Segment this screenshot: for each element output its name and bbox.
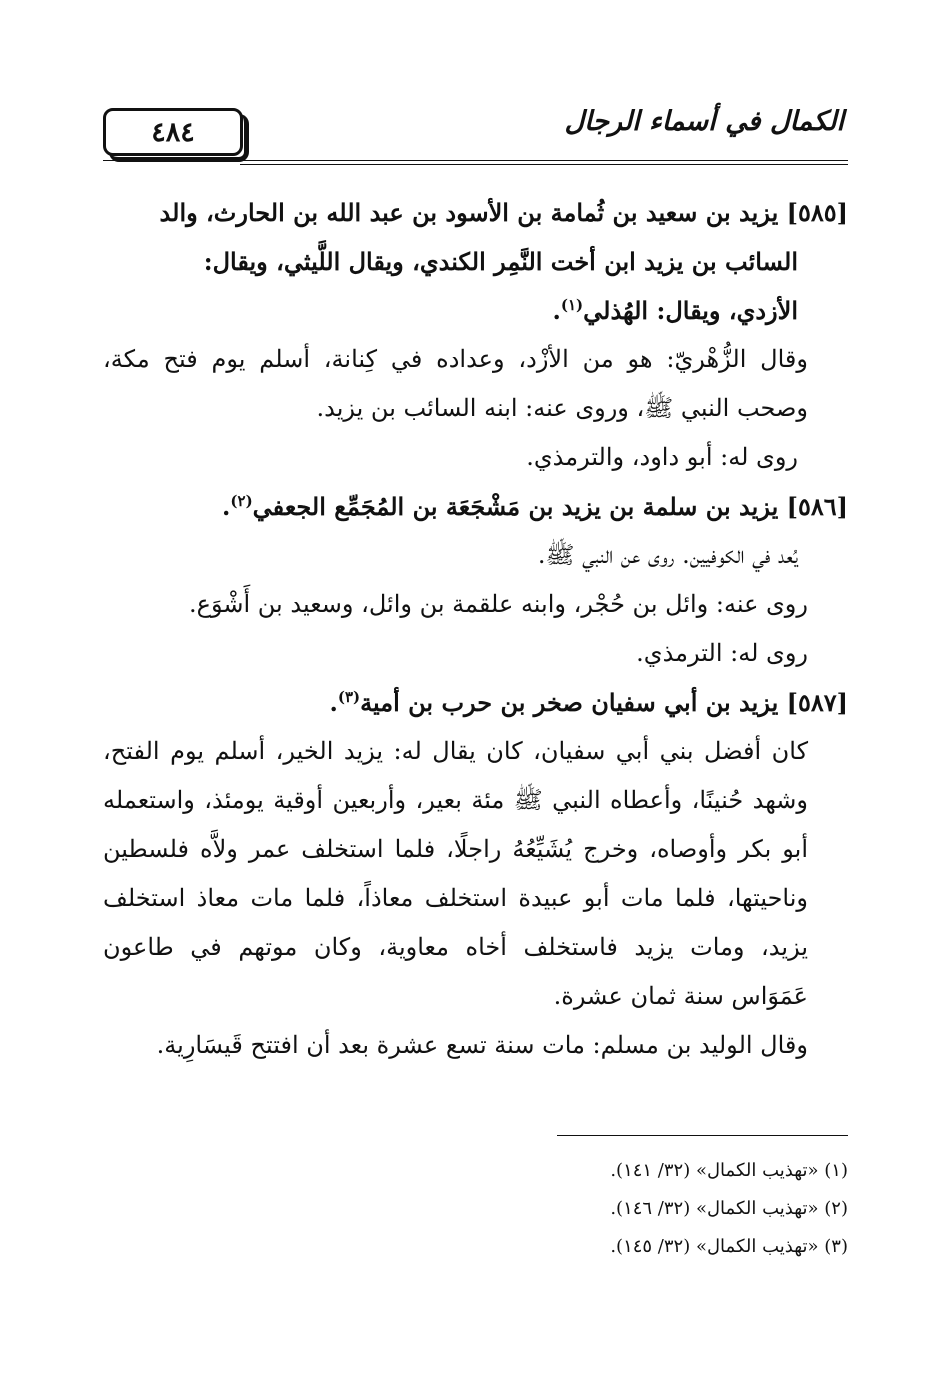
entry-587 <box>103 678 848 1070</box>
book-title: الكمال في أسماء الرجال <box>564 106 844 137</box>
entry-heading-end: . <box>329 688 338 717</box>
entry-paragraph: يُعد في الكوفيين. روى عن النبي ﷺ. <box>537 541 798 569</box>
footnote-item: (١) «تهذيب الكمال» (٣٢/ ١٤١). <box>610 1160 848 1181</box>
entry-heading-end: . <box>552 296 561 325</box>
entry-paragraph: كان أفضل بني أبي سفيان، كان يقال له: يزيد الخير، أسلم يوم الفتح، وشهد حُنينًا، وأعطاه النبي ﷺ مئة بعير، وأربعين أوقية يومئذ، واستعمله أبو بكر وأوصاه، وخرج يُشَيِّعُهُ راجلًا، فلما استخلف عمر ولاَّه فلسطين وناحيتها، فلما مات أبو عبيدة استخلف معاذاً، فلما مات معاذ استخلف يزيد، ومات يزيد فاستخلف أخاه معاوية، وكان موتهم في طاعون عَمَوَاس سنة ثمان عشرة. <box>103 737 808 1010</box>
footnote-rule <box>557 1135 848 1136</box>
entry-585 <box>103 188 848 482</box>
footnote-item: (٢) «تهذيب الكمال» (٣٢/ ١٤٦). <box>610 1198 848 1219</box>
entry-heading-line: [٥٨٧] يزيد بن أبي سفيان صخر بن حرب بن أمية <box>360 688 848 717</box>
header-rule-secondary <box>240 164 848 165</box>
entry-heading-line: [٥٨٥] يزيد بن سعيد بن ثُمامة بن الأسود بن عبد الله بن الحارث، والد <box>159 198 848 227</box>
footnote-ref[interactable]: (٢) <box>230 492 253 510</box>
entry-heading-line: [٥٨٦] يزيد بن سلمة بن يزيد بن مَشْجَعَة بن المُجَمِّع الجعفي <box>252 492 848 521</box>
entry-paragraph: وقال الوليد بن مسلم: مات سنة تسع عشرة بعد أن افتتح قَيسَارِية. <box>156 1031 808 1059</box>
footnote-ref[interactable]: (١) <box>560 296 584 314</box>
entry-heading <box>103 286 848 335</box>
header-rule <box>103 160 848 161</box>
entry-586 <box>103 482 848 678</box>
entry-heading <box>103 678 848 727</box>
page-number: ٤٨٤ <box>103 108 243 156</box>
entry-paragraph: وقال الزُّهْريّ: هو من الأزْد، وعداده في كِنانة، أسلم يوم فتح مكة، وصحب النبي ﷺ، وروى عنه: ابنه السائب بن يزيد. <box>103 345 808 422</box>
entry-paragraph: روى عنه: وائل بن حُجْر، وابنه علقمة بن وائل، وسعيد بن أَشْوَع. <box>189 590 808 618</box>
entry-heading <box>103 237 848 286</box>
footnote-item: (٣) «تهذيب الكمال» (٣٢/ ١٤٥). <box>610 1236 848 1257</box>
entry-heading <box>103 188 848 237</box>
footnote-ref[interactable]: (٣) <box>337 688 361 706</box>
entry-heading <box>103 482 848 531</box>
entry-heading-line: الأزدي، ويقال: الهُذلي <box>583 296 798 325</box>
entry-heading-end: . <box>222 492 231 521</box>
page-body <box>103 188 848 1070</box>
entry-heading-line: السائب بن يزيد ابن أخت النَّمِر الكندي، ويقال اللَّيثي، ويقال: <box>203 247 798 276</box>
entry-paragraph: روى له: أبو داود، والترمذي. <box>526 443 798 471</box>
footnotes <box>103 1152 848 1266</box>
entry-paragraph: روى له: الترمذي. <box>636 639 808 667</box>
